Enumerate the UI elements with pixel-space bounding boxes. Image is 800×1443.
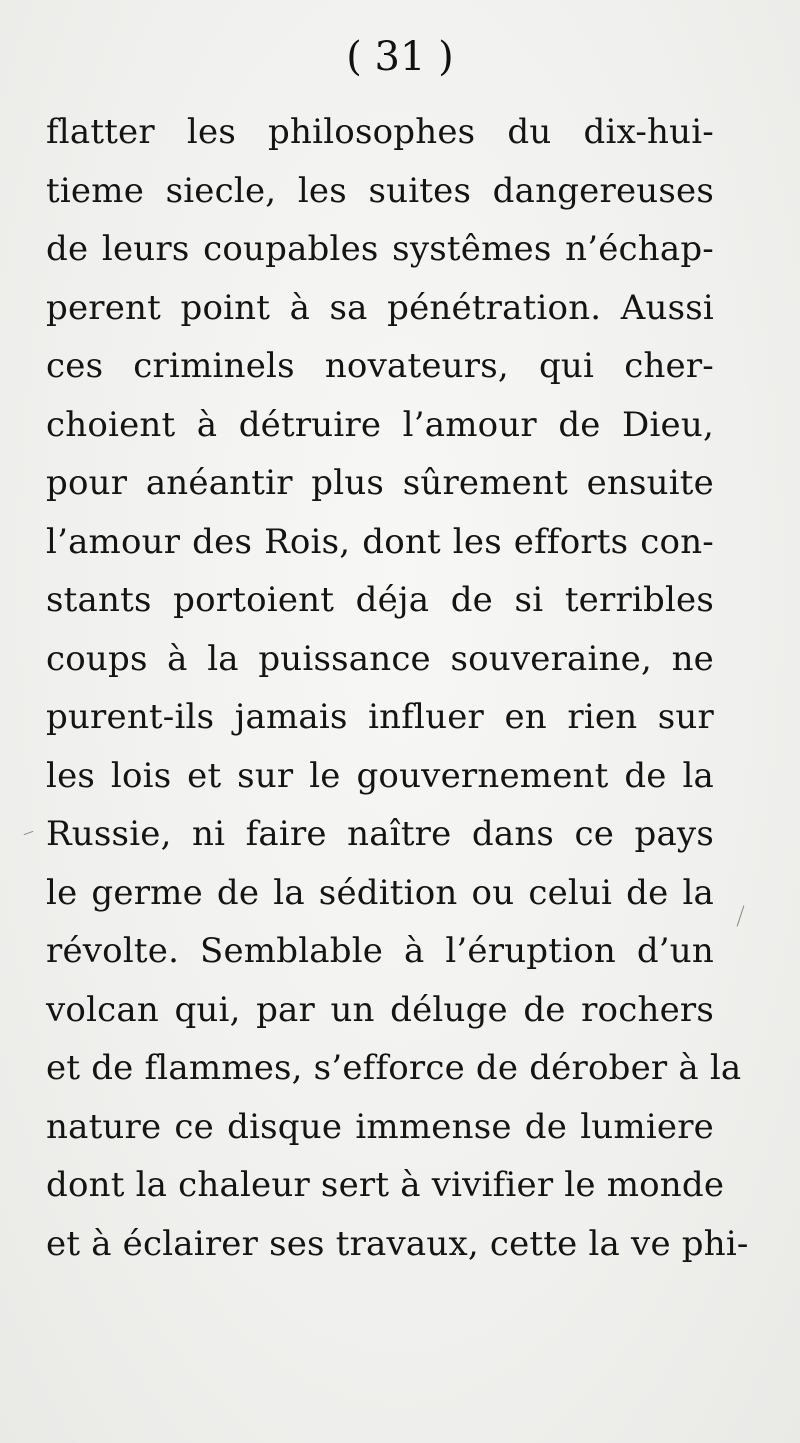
pencil-mark bbox=[24, 831, 34, 835]
page-number: ( 31 ) bbox=[346, 34, 454, 80]
text-line: le germe de la sédition ou celui de la bbox=[46, 872, 714, 913]
text-line: de leurs coupables systêmes n’échap- bbox=[46, 229, 714, 269]
text-line: et à éclairer ses travaux, cette la ve phi- bbox=[46, 1223, 749, 1264]
text-line: pour anéantir plus sûrement ensuite bbox=[46, 463, 714, 503]
text-line: Russie, ni faire naître dans ce pays bbox=[46, 814, 714, 854]
text-line: choient à détruire l’amour de Dieu, bbox=[46, 404, 714, 445]
text-line: volcan qui, par un déluge de rochers bbox=[46, 989, 714, 1030]
body-text bbox=[46, 103, 749, 1273]
text-line: et de flammes, s’efforce de dérober à la bbox=[46, 1048, 742, 1088]
text-line: l’amour des Rois, dont les efforts con- bbox=[46, 521, 714, 562]
text-line: nature ce disque immense de lumiere bbox=[46, 1106, 714, 1147]
text-line: stants portoient déja de si terribles bbox=[46, 580, 714, 620]
text-line: tieme siecle, les suites dangereuses bbox=[46, 170, 714, 211]
text-line: coups à la puissance souveraine, ne bbox=[46, 638, 714, 679]
text-line: ces criminels novateurs, qui cher- bbox=[46, 346, 714, 386]
text-line: dont la chaleur sert à vivifier le monde bbox=[46, 1165, 725, 1205]
text-line: perent point à sa pénétration. Aussi bbox=[46, 287, 714, 328]
text-line: révolte. Semblable à l’éruption d’un bbox=[46, 931, 714, 971]
text-line: flatter les philosophes du dix-hui- bbox=[46, 112, 714, 152]
text-line: purent-ils jamais influer en rien sur bbox=[46, 697, 714, 737]
text-line: les lois et sur le gouvernement de la bbox=[46, 755, 714, 796]
